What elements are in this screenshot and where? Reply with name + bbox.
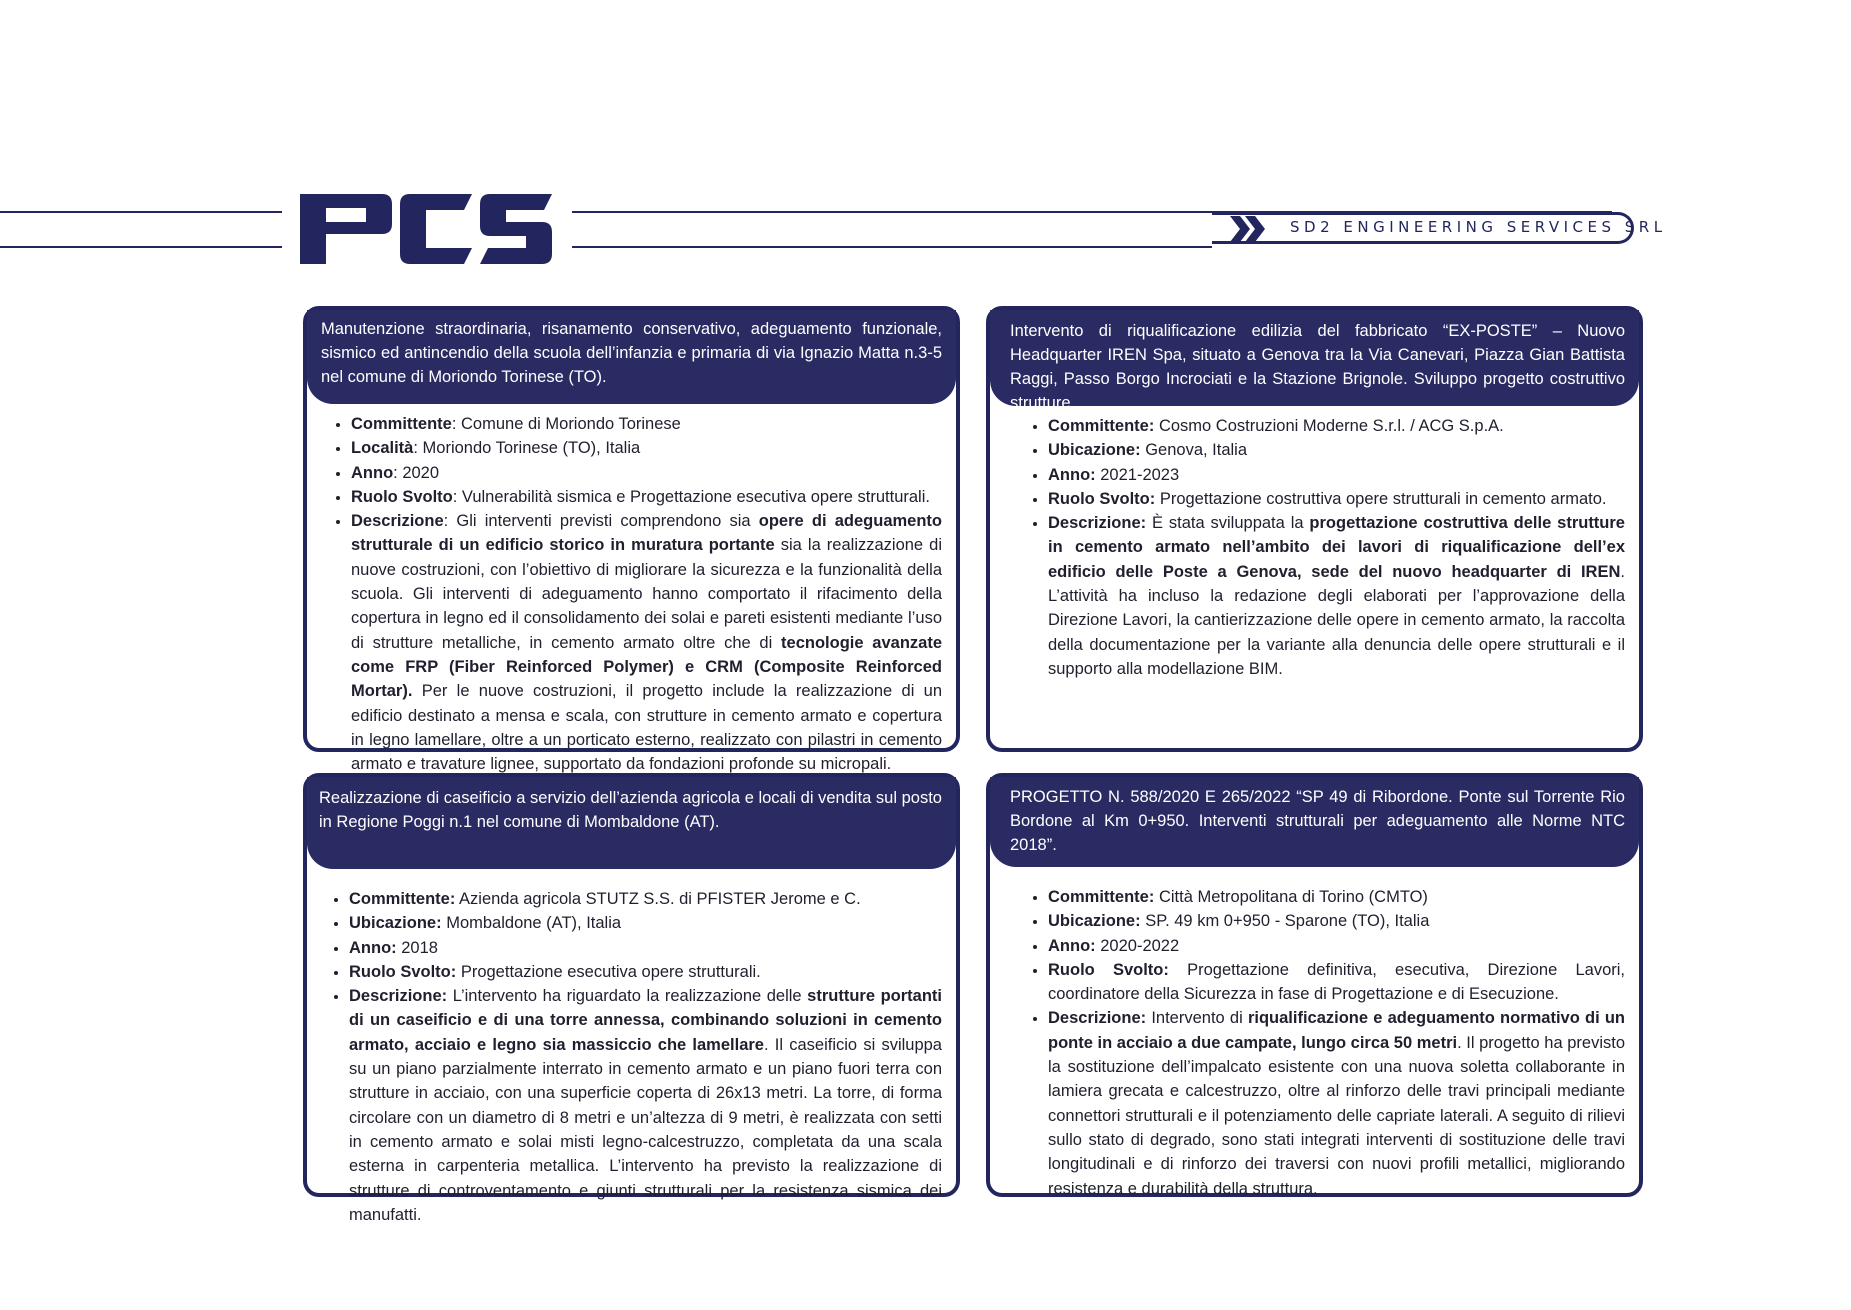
company-name: SD2 ENGINEERING SERVICES SRL bbox=[1290, 218, 1667, 236]
detail-label: Descrizione: bbox=[1048, 1009, 1147, 1028]
project-title: Manutenzione straordinaria, risanamento conservativo, adeguamento funzionale, sismico ed antincendio della scuola dell’infanzia e primaria di via Ignazio Matta n.3-5 nel comune di Moriondo Torinese (TO). bbox=[307, 310, 956, 404]
project-title: PROGETTO N. 588/2020 E 265/2022 “SP 49 di Ribordone. Ponte sul Torrente Rio Bordone al Km 0+950. Interventi strutturali per adeguamento alle Norme NTC 2018”. bbox=[990, 777, 1639, 867]
detail-item bbox=[351, 509, 942, 776]
detail-item bbox=[1048, 885, 1625, 909]
project-details bbox=[307, 404, 956, 776]
detail-item bbox=[349, 887, 942, 911]
detail-item bbox=[351, 461, 942, 485]
header-line-left-lower bbox=[0, 246, 282, 248]
detail-item bbox=[351, 485, 942, 509]
detail-label: Ruolo Svolto bbox=[351, 487, 453, 506]
detail-label: Ruolo Svolto: bbox=[349, 962, 457, 981]
detail-item bbox=[1048, 414, 1625, 438]
project-card bbox=[303, 306, 960, 774]
detail-text: 2018 bbox=[401, 938, 438, 957]
detail-text: Per le nuove costruzioni, il progetto include la realizzazione di un edificio destinato a mensa e scala, con strutture in cemento armato e copertura in legno lamellare, oltre a un porticato esterno, realizzato con pilastri in cemento armato e travature lignee, supportato da fondazioni profonde su micropali. bbox=[351, 682, 942, 774]
detail-label: Ruolo Svolto: bbox=[1048, 960, 1169, 979]
detail-label: Committente: bbox=[1048, 417, 1155, 435]
detail-text: Cosmo Costruzioni Moderne S.r.l. / ACG S.p.A. bbox=[1158, 417, 1504, 435]
detail-item bbox=[1048, 958, 1625, 1007]
detail-item bbox=[1048, 1006, 1625, 1200]
detail-text: Azienda agricola STUTZ S.S. di PFISTER Jerome e C. bbox=[459, 890, 861, 908]
project-detail-list bbox=[307, 412, 942, 776]
project-details bbox=[990, 867, 1639, 1201]
detail-text: Progettazione esecutiva opere strutturali. bbox=[460, 962, 761, 981]
detail-item bbox=[1048, 463, 1625, 487]
detail-text: È stata sviluppata la bbox=[1152, 514, 1310, 533]
project-title: Realizzazione di caseificio a servizio dell’azienda agricola e locali di vendita sul posto in Regione Poggi n.1 nel comune di Mombaldone (AT). bbox=[307, 777, 956, 869]
detail-text: 2020-2022 bbox=[1100, 936, 1180, 955]
detail-text: Comune di Moriondo Torinese bbox=[461, 415, 681, 433]
detail-text: Gli interventi previsti comprendono sia bbox=[456, 512, 759, 531]
detail-text: Progettazione definitiva, esecutiva, Direzione Lavori, coordinatore della Sicurezza in fase di Progettazione e di Esecuzione. bbox=[1048, 960, 1625, 1004]
header-line-left bbox=[0, 211, 282, 213]
detail-label: Descrizione: bbox=[349, 987, 448, 1006]
detail-item bbox=[349, 936, 942, 960]
detail-text-bold: riqualificazione e adeguamento normativo di un ponte in acciaio a due campate, lungo circa 50 metri bbox=[1048, 1009, 1626, 1052]
project-detail-list bbox=[990, 414, 1625, 681]
detail-text: Progettazione costruttiva opere strutturali in cemento armato. bbox=[1159, 489, 1607, 508]
detail-label: Ubicazione: bbox=[1048, 441, 1141, 460]
detail-label: Anno: bbox=[1048, 465, 1096, 484]
detail-item bbox=[1048, 438, 1625, 462]
detail-text: 2020 bbox=[402, 463, 440, 482]
detail-item bbox=[351, 412, 942, 436]
detail-text: Mombaldone (AT), Italia bbox=[446, 914, 622, 933]
detail-item bbox=[1048, 487, 1625, 511]
detail-item bbox=[349, 960, 942, 984]
detail-text: Genova, Italia bbox=[1145, 441, 1248, 460]
project-detail-list bbox=[307, 887, 942, 1227]
detail-text: Città Metropolitana di Torino (CMTO) bbox=[1158, 888, 1428, 906]
detail-label: Ubicazione: bbox=[1048, 912, 1141, 931]
project-card bbox=[303, 773, 960, 1224]
detail-text: 2021-2023 bbox=[1100, 465, 1180, 484]
detail-item bbox=[349, 911, 942, 935]
project-title: Intervento di riqualificazione edilizia del fabbricato “EX-POSTE” – Nuovo Headquarter IREN Spa, situato a Genova tra la Via Canevari, Piazza Gian Battista Raggi, Passo Borgo Incrociati e la Stazione Brignole. Sviluppo progetto costruttivo strutture. bbox=[990, 310, 1639, 406]
detail-text: SP. 49 km 0+950 - Sparone (TO), Italia bbox=[1145, 912, 1430, 931]
double-chevron-icon bbox=[1228, 214, 1268, 244]
detail-label: Ubicazione: bbox=[349, 914, 442, 933]
detail-separator bbox=[1169, 961, 1187, 979]
detail-text: L’intervento ha riguardato la realizzazione delle bbox=[452, 987, 808, 1006]
detail-item bbox=[1048, 511, 1625, 681]
detail-separator: : bbox=[413, 439, 423, 458]
detail-separator: : bbox=[451, 415, 462, 433]
detail-text: Intervento di bbox=[1151, 1009, 1248, 1028]
company-logo bbox=[296, 186, 556, 272]
detail-text: . Il progetto ha previsto la sostituzione dell’impalcato esistente con una nuova soletta collaborante in lamiera grecata e calcestruzzo, oltre al rinforzo delle travi principali mediante connettori strutturali e il potenziamento delle capriate laterali. A seguito di rilievi sullo stato di degrado, sono stati integrati interventi di sostituzione delle travi longitudinali e di rinforzo dei traversi con nuovi profili metallici, migliorando resistenza e durabilità della struttura. bbox=[1048, 1033, 1625, 1198]
detail-label: Località bbox=[351, 439, 414, 458]
detail-text: . L’attività ha incluso la redazione degli elaborati per l’approvazione della Direzione Lavori, la cantierizzazione delle opere in cemento armato, la raccolta della documentazione per la variante alla denuncia delle opere strutturali e il supporto alla modellazione BIM. bbox=[1048, 562, 1625, 678]
header-line-right-lower bbox=[572, 246, 1212, 248]
project-detail-list bbox=[990, 885, 1625, 1201]
detail-text-bold: tecnologie avanzate come FRP (Fiber Reinforced Polymer) e CRM (Composite Reinforced Mortar). bbox=[351, 633, 942, 701]
detail-item bbox=[1048, 934, 1625, 958]
detail-label: Committente: bbox=[349, 890, 456, 908]
detail-separator: : bbox=[393, 463, 403, 482]
detail-text: Moriondo Torinese (TO), Italia bbox=[422, 439, 641, 458]
project-card bbox=[986, 773, 1643, 1197]
detail-text: . Il caseificio si sviluppa su un piano parzialmente interrato in cemento armato e un piano fuori terra con strutture in acciaio, con una superficie coperta di 26x13 metri. La torre, di forma circolare con un diametro di 8 metri e un’altezza di 9 metri, è realizzata con setti in cemento armato e solai misti legno-calcestruzzo, completata da una scala esterna in carpenteria metallica. L’intervento ha previsto la realizzazione di strutture di controventamento e giunti strutturali per la resistenza sismica dei manufatti. bbox=[349, 1035, 942, 1224]
detail-label: Committente: bbox=[1048, 888, 1155, 906]
detail-label: Ruolo Svolto: bbox=[1048, 489, 1156, 508]
detail-separator: : bbox=[443, 512, 457, 531]
detail-item bbox=[351, 436, 942, 460]
detail-label: Committente bbox=[351, 415, 452, 433]
detail-label: Descrizione: bbox=[1048, 514, 1147, 533]
detail-label: Anno: bbox=[1048, 936, 1096, 955]
detail-text-bold: strutture portanti di un caseificio e di una torre annessa, combinando soluzioni in cemento armato, acciaio e legno sia massiccio che lamellare bbox=[349, 987, 942, 1054]
detail-text: Vulnerabilità sismica e Progettazione esecutiva opere strutturali. bbox=[461, 487, 930, 506]
project-details bbox=[307, 869, 956, 1227]
detail-text: sia la realizzazione di nuove costruzioni, con l’obiettivo di migliorare la sicurezza e la funzionalità della scuola. Gli interventi di adeguamento hanno comportato il rifacimento della copertura in legno ed il consolidamento dei solai e pareti esistenti mediante l’uso di strutture metalliche, in cemento armato oltre che di bbox=[351, 536, 942, 652]
project-card bbox=[986, 306, 1643, 752]
detail-label: Anno: bbox=[349, 938, 397, 957]
detail-label: Descrizione bbox=[351, 512, 444, 531]
detail-separator: : bbox=[452, 487, 462, 506]
detail-text-bold: progettazione costruttiva delle strutture in cemento armato nell’ambito dei lavori di riqualificazione dell’ex edificio delle Poste a Genova, sede del nuovo headquarter di IREN bbox=[1048, 514, 1625, 581]
project-details bbox=[990, 406, 1639, 681]
detail-item bbox=[349, 984, 942, 1227]
detail-text-bold: opere di adeguamento strutturale di un edificio storico in muratura portante bbox=[351, 512, 942, 555]
detail-label: Anno bbox=[351, 463, 394, 482]
detail-item bbox=[1048, 909, 1625, 933]
